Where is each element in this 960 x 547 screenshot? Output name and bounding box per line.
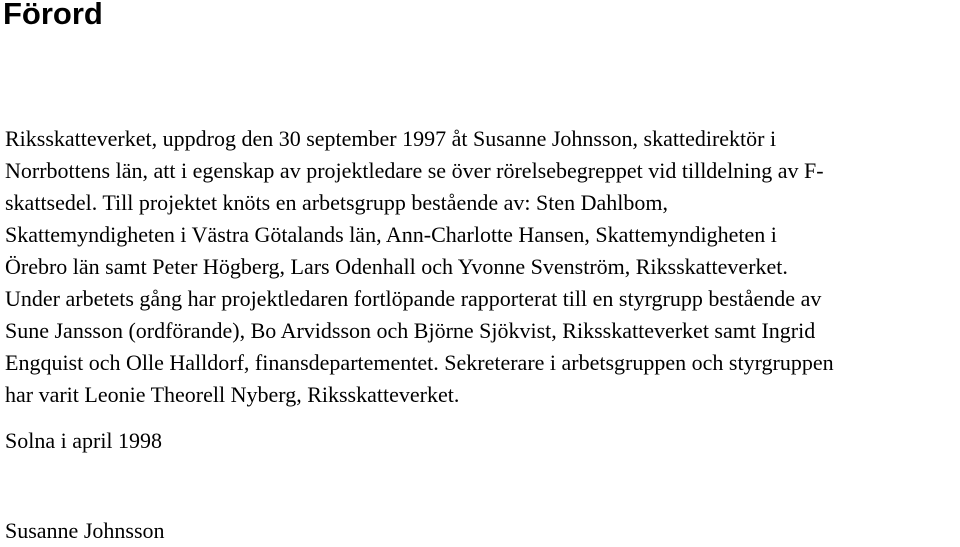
paragraph-line: Skattemyndigheten i Västra Götalands län, Ann-Charlotte Hansen, Skattemyndigheten i [5,222,777,247]
foreword-paragraph [5,123,960,411]
place-and-date: Solna i april 1998 [5,428,163,453]
paragraph-line: Riksskatteverket, uppdrog den 30 september 1997 åt Susanne Johnsson, skattedirektör i [5,126,777,151]
paragraph-line: har varit Leonie Theorell Nyberg, Riksskatteverket. [5,382,460,407]
paragraph-line: skattsedel. Till projektet knöts en arbetsgrupp bestående av: Sten Dahlbom, [5,190,668,215]
signature-name: Susanne Johnsson [5,518,165,543]
paragraph-line: Norrbottens län, att i egenskap av projektledare se över rörelsebegreppet vid tilldelning av F- [5,158,824,183]
paragraph-line: Örebro län samt Peter Högberg, Lars Odenhall och Yvonne Svenström, Riksskatteverket. [5,254,788,279]
paragraph-line: Engquist och Olle Halldorf, finansdepartementet. Sekreterare i arbetsgruppen och styrgruppen [5,350,834,375]
paragraph-line: Under arbetets gång har projektledaren fortlöpande rapporterat till en styrgrupp bestående av [5,286,822,311]
page-title: Förord [3,0,103,31]
paragraph-line: Sune Jansson (ordförande), Bo Arvidsson och Björne Sjökvist, Riksskatteverket samt Ingrid [5,318,816,343]
